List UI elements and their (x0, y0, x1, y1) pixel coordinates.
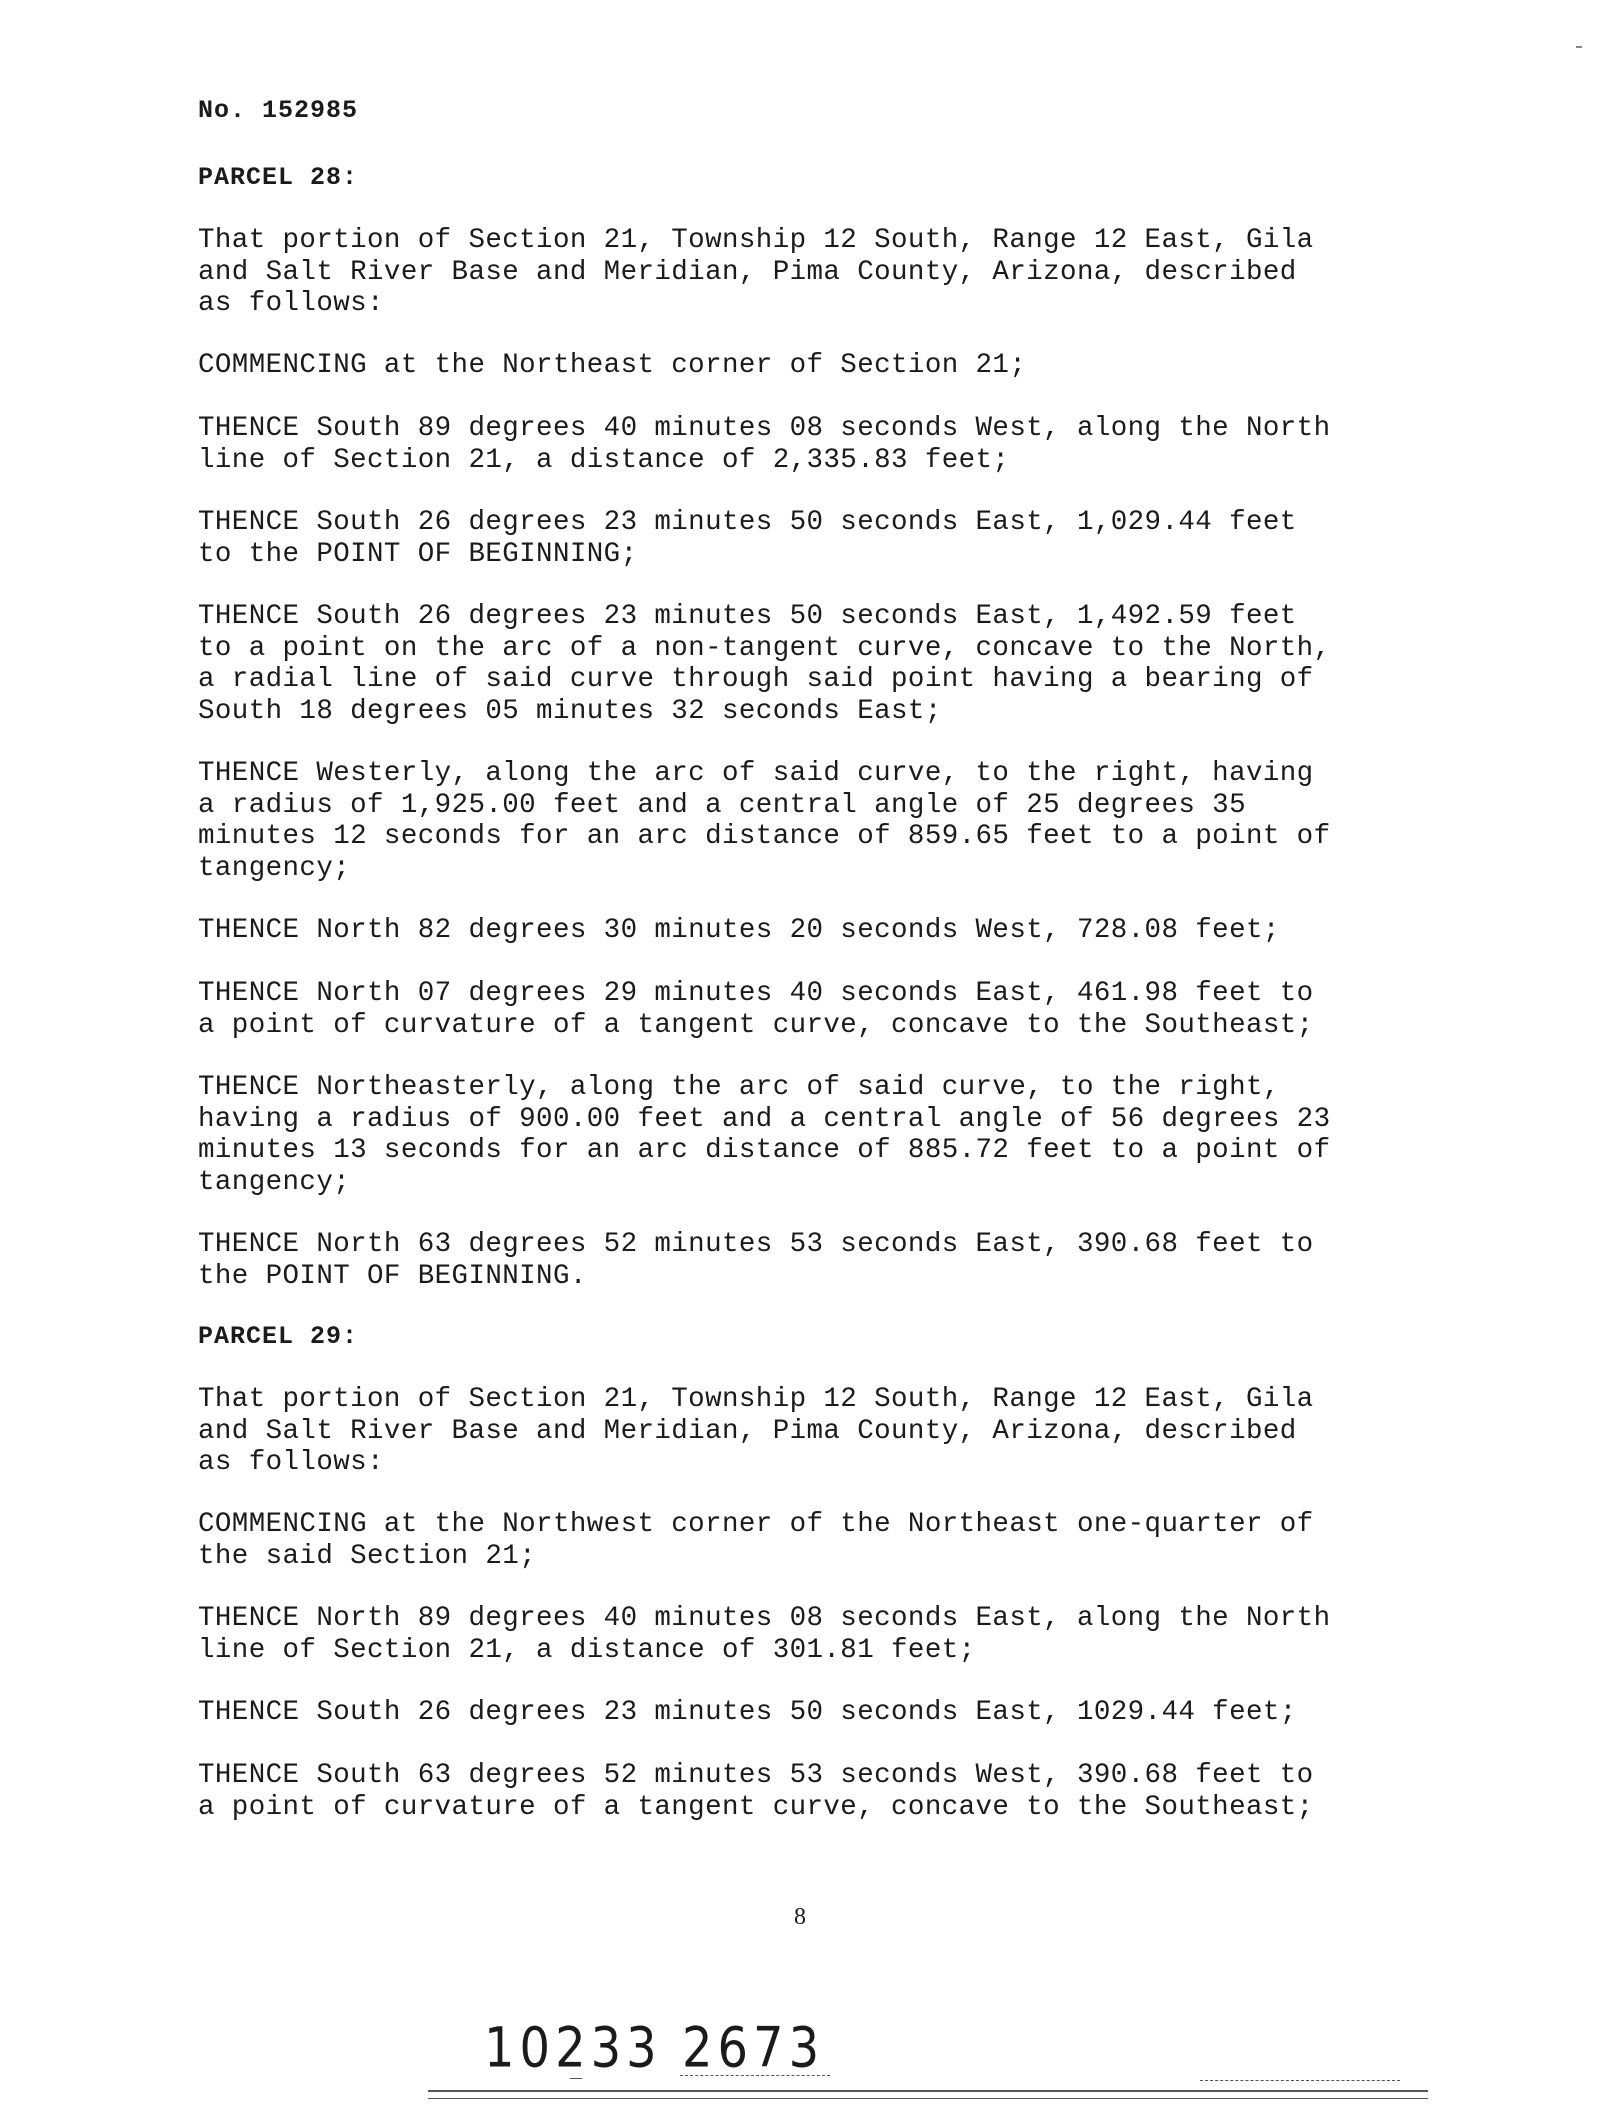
text-line: having a radius of 900.00 feet and a central angle of 56 degrees 23 (198, 1103, 1331, 1135)
text-line: as follows: (198, 288, 384, 319)
bottom-rule (570, 2078, 582, 2079)
parcel-29-commencing (198, 1509, 1398, 1572)
bottom-rule (1200, 2080, 1400, 2081)
bottom-rule (428, 2098, 1428, 2099)
text-line: THENCE Westerly, along the arc of said curve, to the right, having (198, 758, 1314, 789)
text-line: to a point on the arc of a non-tangent curve, concave to the North, (198, 632, 1331, 664)
parcel-28-course-4 (198, 758, 1398, 884)
text-line: line of Section 21, a distance of 2,335.83 feet; (198, 444, 1010, 476)
parcel-29-description (198, 1384, 1398, 1479)
text-line: COMMENCING at the Northwest corner of the Northeast one-quarter of (198, 1509, 1314, 1540)
text-line: the POINT OF BEGINNING. (198, 1260, 587, 1292)
text-line: tangency; (198, 852, 351, 884)
parcel-28-course-8 (198, 1229, 1398, 1292)
text-line: THENCE Northeasterly, along the arc of said curve, to the right, (198, 1072, 1280, 1103)
text-line: THENCE North 82 degrees 30 minutes 20 seconds West, 728.08 feet; (198, 915, 1280, 946)
text-line: minutes 12 seconds for an arc distance of 859.65 feet to a point of (198, 821, 1331, 852)
text-line: and Salt River Base and Meridian, Pima County, Arizona, described (198, 256, 1297, 288)
page-number: 8 (794, 1904, 806, 1930)
parcel-28-course-1 (198, 413, 1398, 476)
text-line: a point of curvature of a tangent curve, concave to the Southeast; (198, 1009, 1314, 1041)
parcel-28-course-5 (198, 915, 1398, 947)
text-line: THENCE South 63 degrees 52 minutes 53 seconds West, 390.68 feet to (198, 1760, 1314, 1791)
parcel-29-course-2 (198, 1697, 1398, 1729)
document-number: No. 152985 (198, 96, 359, 125)
scan-mark (1576, 46, 1582, 48)
text-line: THENCE North 63 degrees 52 minutes 53 seconds East, 390.68 feet to (198, 1229, 1314, 1260)
parcel-29-course-1 (198, 1603, 1398, 1666)
text-line: THENCE North 07 degrees 29 minutes 40 seconds East, 461.98 feet to (198, 978, 1314, 1009)
text-line: COMMENCING at the Northeast corner of Section 21; (198, 350, 1027, 381)
text-line: THENCE South 26 degrees 23 minutes 50 seconds East, 1,029.44 feet (198, 507, 1297, 538)
text-line: THENCE North 89 degrees 40 minutes 08 seconds East, along the North (198, 1603, 1331, 1634)
text-line: as follows: (198, 1447, 384, 1478)
text-line: a point of curvature of a tangent curve, concave to the Southeast; (198, 1791, 1314, 1823)
parcel-28-course-7 (198, 1072, 1398, 1198)
bottom-rule (680, 2075, 830, 2076)
parcel-28-commencing (198, 350, 1398, 382)
parcel-28-course-6 (198, 978, 1398, 1041)
text-line: line of Section 21, a distance of 301.81 feet; (198, 1634, 976, 1666)
text-line: THENCE South 26 degrees 23 minutes 50 seconds East, 1,492.59 feet (198, 601, 1297, 632)
text-line: minutes 13 seconds for an arc distance of 885.72 feet to a point of (198, 1135, 1331, 1166)
text-line: tangency; (198, 1166, 351, 1198)
parcel-28-course-3 (198, 601, 1398, 727)
text-line: That portion of Section 21, Township 12 South, Range 12 East, Gila (198, 225, 1314, 256)
parcel-28-description (198, 225, 1398, 320)
recording-number: 10233 2673 (484, 2016, 825, 2081)
text-line: That portion of Section 21, Township 12 South, Range 12 East, Gila (198, 1384, 1314, 1415)
parcel-28-course-2 (198, 507, 1398, 570)
text-line: THENCE South 26 degrees 23 minutes 50 seconds East, 1029.44 feet; (198, 1697, 1297, 1728)
bottom-rule (428, 2090, 1428, 2092)
text-line: a radial line of said curve through said point having a bearing of (198, 664, 1314, 695)
text-line: a radius of 1,925.00 feet and a central angle of 25 degrees 35 (198, 789, 1246, 821)
text-line: THENCE South 89 degrees 40 minutes 08 seconds West, along the North (198, 413, 1331, 444)
text-line: and Salt River Base and Meridian, Pima County, Arizona, described (198, 1415, 1297, 1447)
text-line: the said Section 21; (198, 1540, 537, 1572)
text-line: South 18 degrees 05 minutes 32 seconds East; (198, 695, 942, 727)
text-line: to the POINT OF BEGINNING; (198, 538, 638, 570)
parcel-28-heading: PARCEL 28: (198, 163, 359, 192)
parcel-29-course-3 (198, 1760, 1398, 1823)
parcel-29-heading: PARCEL 29: (198, 1322, 359, 1351)
